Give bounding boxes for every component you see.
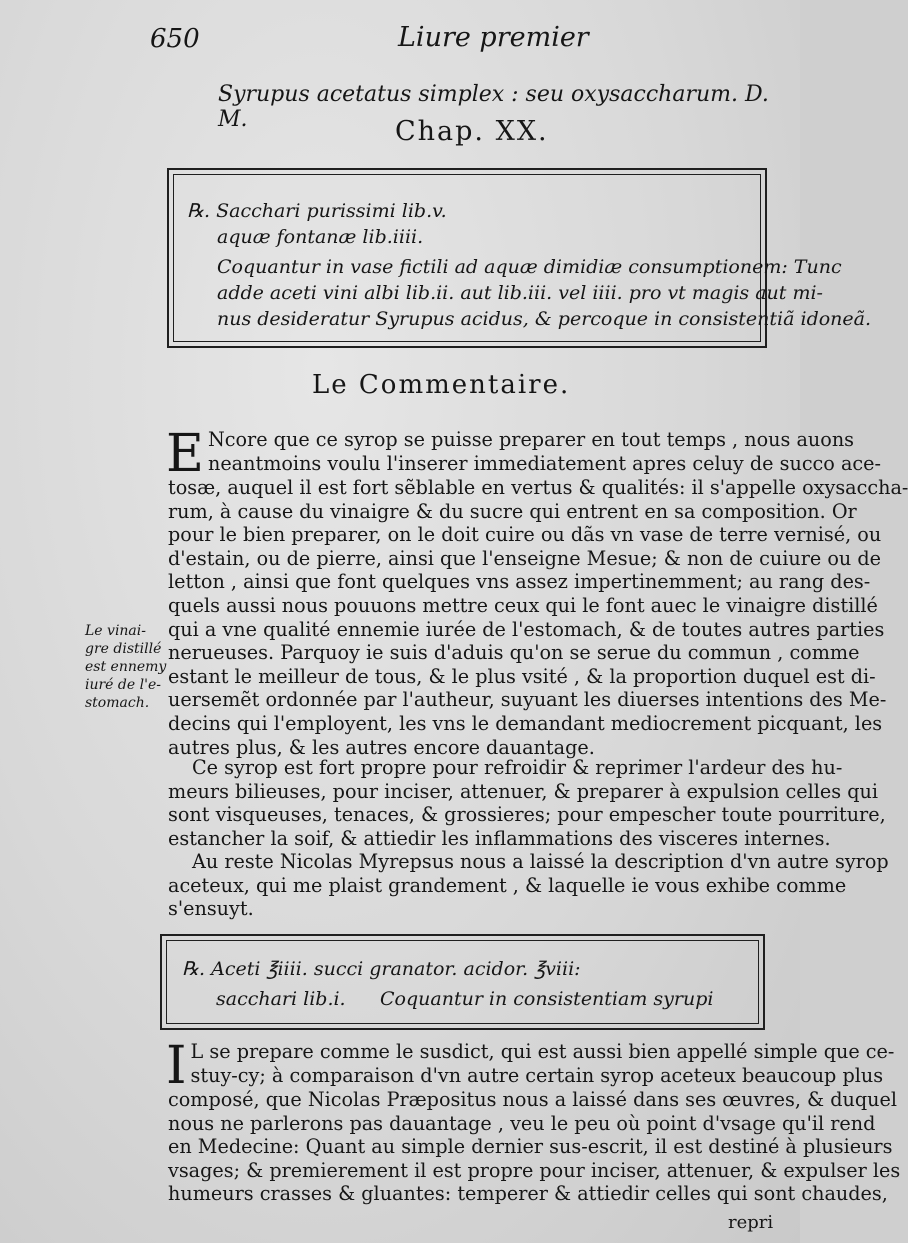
drop-cap: I <box>166 1036 187 1096</box>
text-line: rum, à cause du vinaigre & du sucre qui entrent en sa composition. Or <box>168 499 857 523</box>
margin-note-line: Le vinai- <box>85 623 146 639</box>
catchword: repri <box>728 1212 774 1233</box>
chapter-heading: Chap. XX. <box>395 116 549 147</box>
text-line: stuy-cy; à comparaison d'vn autre certain syrop aceteux beaucoup plus <box>190 1063 884 1087</box>
recipe1-line: aquæ fontanæ lib.iiii. <box>217 226 424 248</box>
text-line: L se prepare comme le susdict, qui est aussi bien appellé simple que ce- <box>190 1040 895 1063</box>
text-line: Au reste Nicolas Myrepsus nous a laissé la description d'vn autre syrop <box>192 850 889 873</box>
page-number: 650 <box>150 24 200 54</box>
text-line: estant le meilleur de tous, & le plus vsité , & la proportion duquel est di- <box>168 664 876 688</box>
text-line: tosæ, auquel il est fort sẽblable en vertus & qualités: il s'appelle oxysaccha- <box>168 476 908 499</box>
text-line: composé, que Nicolas Præpositus nous a laissé dans ses œuvres, & duquel <box>168 1088 897 1111</box>
text-line: en Medecine: Quant au simple dernier sus-escrit, il est destiné à plusieurs <box>168 1135 893 1159</box>
paragraph-2 <box>168 756 886 850</box>
recipe-box-1 <box>167 168 872 348</box>
margin-note-line: gre distillé <box>85 641 162 657</box>
margin-note-line: stomach. <box>85 695 150 711</box>
text-line: estancher la soif, & attiedir les inflammations des visceres internes. <box>168 826 831 850</box>
text-line: uersemẽt ordonnée par l'autheur, suyuant les diuerses intentions des Me- <box>168 688 887 712</box>
text-line: aceteux, qui me plaist grandement , & laquelle ie vous exhibe comme <box>168 873 847 897</box>
text-line: pour le bien preparer, on le doit cuire ou dãs vn vase de terre vernisé, ou <box>168 523 882 547</box>
text-line: neantmoins voulu l'inserer immediatement apres celuy de succo ace- <box>207 451 881 475</box>
margin-note-line: est ennemy <box>85 659 167 675</box>
drop-cap: E <box>166 424 204 484</box>
text-line: Ce syrop est fort propre pour refroidir & reprimer l'ardeur des hu- <box>192 756 843 779</box>
text-line: nerueuses. Parquoy ie suis d'aduis qu'on se serue du commun , comme <box>168 641 860 665</box>
recipe1-line: Coquantur in vase fictili ad aquæ dimidiæ consumptionem: Tunc <box>217 256 842 278</box>
text-line: humeurs crasses & gluantes: temperer & attiedir celles qui sont chaudes, <box>168 1182 888 1206</box>
text-line: sont visqueuses, tenaces, & grossieres; pour empescher toute pourriture, <box>168 803 886 827</box>
text-line: s'ensuyt. <box>168 897 254 921</box>
recipe1-line: nus desideratur Syrupus acidus, & percoque in consistentiã idoneã. <box>217 308 872 330</box>
recipe1-line: ℞. Sacchari purissimi lib.v. <box>187 200 447 222</box>
text-line: meurs bilieuses, pour inciser, attenuer, & preparer à expulsion celles qui <box>168 779 878 803</box>
recipe2-line: Coquantur in consistentiam syrupi <box>380 988 714 1010</box>
text-line: vsages; & premierement il est propre pour inciser, attenuer, & expulser les <box>168 1158 901 1182</box>
recipe-box-2 <box>160 934 765 1030</box>
margin-note <box>85 622 165 712</box>
paragraph-3 <box>168 850 889 921</box>
recipe2-line: sacchari lib.i. <box>216 988 346 1010</box>
recipe-heading: Syrupus acetatus simplex : seu oxysaccharum. D. M. <box>218 82 769 132</box>
text-line: Ncore que ce syrop se puisse preparer en tout temps , nous auons <box>207 428 855 451</box>
paragraph-1 <box>166 424 908 759</box>
recipe1-line: adde aceti vini albi lib.ii. aut lib.iii. vel iiii. pro vt magis aut mi- <box>217 282 823 304</box>
text-line: letton , ainsi que font quelques vns assez impertinemment; au rang des- <box>168 570 871 594</box>
text-line: qui a vne qualité ennemie iurée de l'estomach, & de toutes autres parties <box>168 617 885 641</box>
paragraph-4 <box>166 1036 901 1206</box>
text-line: quels aussi nous pouuons mettre ceux qui le font auec le vinaigre distillé <box>168 593 878 617</box>
text-line: d'estain, ou de pierre, ainsi que l'enseigne Mesue; & non de cuiure ou de <box>168 546 881 570</box>
text-line: nous ne parlerons pas dauantage , veu le peu où point d'vsage qu'il rend <box>168 1111 876 1135</box>
commentary-title: Le Commentaire. <box>312 370 571 400</box>
text-line: autres plus, & les autres encore dauantage. <box>168 735 595 759</box>
text-line: decins qui l'employent, les vns le demandant mediocrement picquant, les <box>168 711 883 735</box>
recipe2-line: ℞. Aceti ℥iiii. succi granator. acidor. ℥viii: <box>182 958 581 980</box>
running-title: Liure premier <box>398 22 589 53</box>
margin-note-line: iuré de l'e- <box>85 677 161 693</box>
